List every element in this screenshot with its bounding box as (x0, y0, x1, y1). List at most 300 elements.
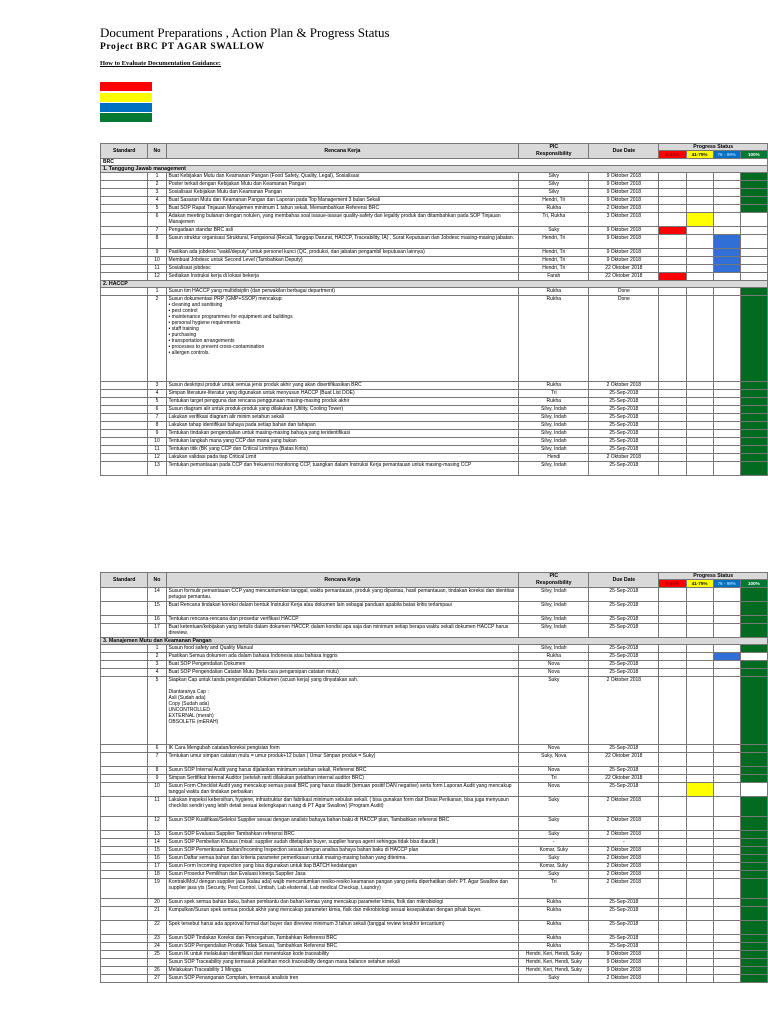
status-cell (659, 406, 686, 414)
pic-cell: Tri (519, 390, 589, 398)
guide-title: How to Evaluate Documentation Guidance: (100, 60, 221, 67)
standard-cell (101, 847, 148, 855)
row-number: 8 (148, 767, 166, 775)
status-cell (686, 197, 713, 205)
pic-cell: Silvy, Indah (519, 406, 589, 414)
table-row (101, 296, 768, 382)
table-row (101, 831, 768, 839)
due-date-cell: 25-Sep-2018 (589, 645, 659, 653)
status-cell (686, 462, 713, 476)
standard-cell (101, 783, 148, 797)
table-row (101, 173, 768, 181)
status-cell (713, 197, 740, 205)
table-row (101, 288, 768, 296)
row-number: 10 (148, 257, 166, 265)
table-row (101, 205, 768, 213)
status-cell (659, 398, 686, 406)
pic-cell: Suky, Nova (519, 753, 589, 767)
legend-row (100, 103, 152, 112)
due-date-cell: 3 Oktober 2018 (589, 213, 659, 227)
status-cell (686, 745, 713, 753)
row-number: 9 (148, 775, 166, 783)
plan-text: Pengadaan standar BRC asli (166, 227, 519, 235)
due-date-cell: 25-Sep-2018 (589, 943, 659, 951)
row-number: 16 (148, 616, 166, 624)
due-date-cell: 2 Oktober 2018 (589, 382, 659, 390)
status-cell-filled (740, 616, 767, 624)
due-date-cell: 25-Sep-2018 (589, 422, 659, 430)
status-cell (713, 817, 740, 831)
status-cell (659, 831, 686, 839)
due-date-cell: 25-Sep-2018 (589, 624, 659, 638)
due-date-cell: 9 Oktober 2018 (589, 249, 659, 257)
row-number: 14 (148, 839, 166, 847)
status-cell-filled (740, 943, 767, 951)
table-row (101, 273, 768, 281)
pic-cell: Nova (519, 669, 589, 677)
pic-cell: Suky (519, 797, 589, 817)
header-progress-status: Progress Status (659, 144, 768, 151)
status-cell-filled (740, 454, 767, 462)
due-date-cell: 22 Oktober 2018 (589, 265, 659, 273)
plan-text: Buat SOP Pengendalian Dokumen (166, 661, 519, 669)
status-cell (713, 645, 740, 653)
table-row (101, 265, 768, 273)
header-row (101, 573, 768, 580)
status-cell (713, 624, 740, 638)
status-cell (686, 205, 713, 213)
table-row (101, 181, 768, 189)
plan-text: Kontrak/MoU dengan supplier jasa (kalau ada) wajib mencantumkan resiko-resiko keamanan pangan yang perlu diperhatikan oleh: PT. Agar Swallow dan supplier jasa yts (Security, Pest Control, Limbah, Lab eksternal, Lab medical Checkup, Laundry) (166, 879, 519, 899)
status-cell (686, 831, 713, 839)
status-cell-filled (740, 879, 767, 899)
due-date-cell: 25-Sep-2018 (589, 616, 659, 624)
status-cell (713, 296, 740, 382)
status-cell-filled (740, 382, 767, 390)
plan-text: Susun IK untuk melakukan identifikasi dan menentukan kode traceability (166, 951, 519, 959)
standard-cell (101, 943, 148, 951)
status-cell (713, 907, 740, 921)
status-cell-filled (740, 677, 767, 745)
row-number: 25 (148, 951, 166, 959)
status-cell (740, 235, 767, 249)
status-cell-filled (740, 775, 767, 783)
pic-cell: Silvy, Indah (519, 624, 589, 638)
status-cell-filled (740, 446, 767, 454)
table-row (101, 921, 768, 935)
status-cell-filled (740, 863, 767, 871)
status-cell-filled (740, 831, 767, 839)
table-row (101, 879, 768, 899)
due-date-cell: 25-Sep-2018 (589, 602, 659, 616)
row-number: 9 (148, 249, 166, 257)
standard-cell (101, 797, 148, 817)
due-date-cell: 9 Oktober 2018 (589, 227, 659, 235)
standard-cell (101, 753, 148, 767)
status-cell (713, 847, 740, 855)
status-cell (686, 839, 713, 847)
pic-cell: Hendri, Tri (519, 265, 589, 273)
status-cell-filled (713, 265, 740, 273)
table-row (101, 616, 768, 624)
due-date-cell: 25-Sep-2018 (589, 430, 659, 438)
status-cell (659, 797, 686, 817)
due-date-cell: 25-Sep-2018 (589, 661, 659, 669)
row-number: 11 (148, 265, 166, 273)
plan-text: Sediakan Instruksi kerja di lokasi bekerja (166, 273, 519, 281)
status-cell (686, 921, 713, 935)
status-cell (659, 817, 686, 831)
header-level-0: 0-40% (659, 151, 686, 159)
due-date-cell: 9 Oktober 2018 (589, 197, 659, 205)
pic-cell: Tri, Rukha (519, 213, 589, 227)
due-date-cell: 25-Sep-2018 (589, 745, 659, 753)
row-number: 26 (148, 967, 166, 975)
status-cell-filled (740, 173, 767, 181)
standard-cell (101, 745, 148, 753)
plan-text: Tentukan tindakan pengendalian untuk masing-masing bahaya yang teridentifikasi (166, 430, 519, 438)
table-row (101, 745, 768, 753)
status-cell (659, 863, 686, 871)
due-date-cell: 25-Sep-2018 (589, 899, 659, 907)
plan-text: Siapkan Cap untuk tanda pengendalian Dokumen (acuan kerja) yang dinyatakan sah. Diantaranya Cap : Asli (Sudah ada) Copy (Sudah ada) UNCONTROLLED EXTERNAL (merah) OBSOLETE (mERAH) (166, 677, 519, 745)
status-cell (713, 879, 740, 899)
status-cell (659, 446, 686, 454)
status-cell (686, 173, 713, 181)
status-cell (659, 213, 686, 227)
status-cell (686, 181, 713, 189)
status-cell-filled (740, 745, 767, 753)
status-cell (659, 959, 686, 967)
status-cell (686, 414, 713, 422)
pic-cell: Rukha (519, 205, 589, 213)
row-number: 7 (148, 227, 166, 235)
pic-cell: Silvy, Indah (519, 446, 589, 454)
status-cell (686, 959, 713, 967)
status-cell (713, 446, 740, 454)
status-cell (659, 775, 686, 783)
header-pic-label: PIC (549, 144, 559, 150)
row-number: 12 (148, 817, 166, 831)
plan-text: Susun SOP Penanganan Complain, termasuk analisis tren (166, 975, 519, 983)
pic-cell: Silvy, Indah (519, 616, 589, 624)
row-number: 5 (148, 677, 166, 745)
status-cell (686, 446, 713, 454)
standard-cell (101, 967, 148, 975)
row-number: 11 (148, 797, 166, 817)
due-date-cell: 2 Oktober 2018 (589, 871, 659, 879)
table-row (101, 817, 768, 831)
status-cell (659, 422, 686, 430)
row-number: 15 (148, 602, 166, 616)
pic-cell: Hendi (519, 454, 589, 462)
plan-text: Tentukan rencana-rencana dan prosedur verifikasi HACCP (166, 616, 519, 624)
status-cell (713, 181, 740, 189)
status-cell (740, 273, 767, 281)
due-date-cell: 2 Oktober 2018 (589, 677, 659, 745)
standard-cell (101, 669, 148, 677)
table-row (101, 951, 768, 959)
header-responsibility-label: Responsibility (536, 580, 572, 586)
status-cell (659, 767, 686, 775)
legend-row (100, 93, 152, 102)
status-cell (713, 767, 740, 775)
status-cell (659, 951, 686, 959)
plan-text: Buat Kebijakan Mutu dan Keamanan Pangan (Food Safety, Quality, Legal), Sosialisasi (166, 173, 519, 181)
pic-cell: Rukha (519, 296, 589, 382)
plan-text: Susun formulir pemantauan CCP yang mencantumkan tanggal, waktu pemantauan, produk yang dipantau, hasil pemantauan, tindakan koreksi dan identitas petugas pemantau. (166, 588, 519, 602)
pic-cell: Hendri, Tri (519, 257, 589, 265)
status-cell (659, 414, 686, 422)
row-number: 12 (148, 454, 166, 462)
status-cell-filled (740, 430, 767, 438)
table-row (101, 871, 768, 879)
table-row (101, 839, 768, 847)
plan-text: Susun Form Incoming inspection yang bisa digunakan untuk tiap BATCH kedatangan (166, 863, 519, 871)
due-date-cell: 25-Sep-2018 (589, 653, 659, 661)
plan-text: Susun SOP Traceability yang termasuk pelatihan mock traceability dengan masa balance setahun sekali (166, 959, 519, 967)
status-cell (713, 213, 740, 227)
table-row (101, 257, 768, 265)
status-cell (686, 653, 713, 661)
table-row (101, 943, 768, 951)
row-number: 11 (148, 446, 166, 454)
row-number: 12 (148, 273, 166, 281)
status-cell-filled (740, 438, 767, 446)
action-plan-table-page-1 (100, 143, 768, 476)
table-row (101, 677, 768, 745)
status-cell (740, 653, 767, 661)
standard-cell (101, 645, 148, 653)
due-date-cell: 25-Sep-2018 (589, 935, 659, 943)
due-date-cell: 22 Oktober 2018 (589, 775, 659, 783)
standard-cell (101, 454, 148, 462)
due-date-cell: 22 Oktober 2018 (589, 273, 659, 281)
status-cell (659, 907, 686, 921)
status-cell-filled (740, 661, 767, 669)
pic-cell: Silvy (519, 173, 589, 181)
table-row (101, 227, 768, 235)
plan-text: Susun SOP Pembelian Khusus (misal: supplier sudah ditetapkan buyer, supplier hanya agent sehingga tidak bisa diaudit.) (166, 839, 519, 847)
due-date-cell: 22 Oktober 2018 (589, 753, 659, 767)
row-number: 17 (148, 624, 166, 638)
plan-text: Pastikan Semua dokumen ada dalam bahasa Indonesia atau bahasa inggris (166, 653, 519, 661)
table-row (101, 446, 768, 454)
status-cell (686, 624, 713, 638)
legend-row (100, 113, 152, 122)
plan-text: Poster terkait dengan Kebijakan Mutu dan Keamanan Pangan (166, 181, 519, 189)
pic-cell: Hendri, Keri, Hendi, Suky (519, 951, 589, 959)
pic-cell: Hendri, Keri, Hendi, Suky (519, 959, 589, 967)
due-date-cell: 2 Oktober 2018 (589, 855, 659, 863)
status-cell (713, 951, 740, 959)
status-cell (686, 967, 713, 975)
status-cell (686, 406, 713, 414)
due-date-cell: 25-Sep-2018 (589, 767, 659, 775)
row-number: 1 (148, 173, 166, 181)
legend-swatch (100, 82, 152, 91)
legend-swatch (100, 113, 152, 122)
due-date-cell: 25-Sep-2018 (589, 907, 659, 921)
status-cell (659, 430, 686, 438)
status-cell (659, 661, 686, 669)
pic-cell: Suky (519, 677, 589, 745)
standard-cell (101, 775, 148, 783)
plan-text: Sosialisasi Kebijakan Mutu dan Keamanan Pangan (166, 189, 519, 197)
standard-cell (101, 951, 148, 959)
status-cell-filled (740, 189, 767, 197)
due-date-cell: 2 Oktober 2018 (589, 205, 659, 213)
row-number: 13 (148, 831, 166, 839)
due-date-cell: 2 Oktober 2018 (589, 879, 659, 899)
table-row (101, 602, 768, 616)
plan-text: Tentukan pemantauan pada CCP dan frekuensi monitoring CCP, tuangkan dalam Instruksi Kerja pemantauan untuk masing-masing CCP (166, 462, 519, 476)
status-cell-filled (740, 959, 767, 967)
status-cell (659, 602, 686, 616)
due-date-cell: 2 Oktober 2018 (589, 454, 659, 462)
standard-cell (101, 422, 148, 430)
status-cell (713, 414, 740, 422)
due-date-cell: 25-Sep-2018 (589, 462, 659, 476)
plan-text: Susun tim HACCP yang multidisiplin (dan perwakilan berbagai department) (166, 288, 519, 296)
due-date-cell: 25-Sep-2018 (589, 446, 659, 454)
pic-cell: Silvy, Indah (519, 422, 589, 430)
status-cell (659, 454, 686, 462)
row-number: 3 (148, 382, 166, 390)
status-cell (713, 616, 740, 624)
status-cell (686, 288, 713, 296)
standard-cell (101, 414, 148, 422)
status-cell (659, 879, 686, 899)
pic-cell: Nova (519, 745, 589, 753)
status-cell (713, 839, 740, 847)
row-number: 16 (148, 855, 166, 863)
status-cell (659, 173, 686, 181)
status-cell (713, 288, 740, 296)
row-number: 8 (148, 422, 166, 430)
status-cell-filled (740, 205, 767, 213)
standard-cell (101, 398, 148, 406)
status-cell-filled (740, 390, 767, 398)
status-cell (713, 775, 740, 783)
section-title: 3. Manajemen Mutu dan Keamanan Pangan (101, 638, 768, 645)
row-number: 2 (148, 181, 166, 189)
status-cell (659, 653, 686, 661)
status-cell (713, 430, 740, 438)
status-cell-filled (740, 296, 767, 382)
status-cell (740, 213, 767, 227)
status-cell (686, 797, 713, 817)
standard-cell (101, 588, 148, 602)
document-subtitle: Project BRC PT AGAR SWALLOW (100, 42, 265, 52)
due-date-cell: 2 Oktober 2018 (589, 797, 659, 817)
status-cell (686, 943, 713, 951)
status-cell (713, 438, 740, 446)
status-cell (659, 588, 686, 602)
pic-cell: Rukha (519, 899, 589, 907)
pic-cell: Silvy, Indah (519, 602, 589, 616)
status-cell (686, 616, 713, 624)
status-cell (713, 227, 740, 235)
table-row (101, 235, 768, 249)
pic-cell: Nova (519, 661, 589, 669)
plan-text: Tentukan umur simpan catatan mutu = umur produk+12 bulan ( Umur Simpan produk = Suky) (166, 753, 519, 767)
status-cell (659, 753, 686, 767)
table-row (101, 390, 768, 398)
row-number: 23 (148, 935, 166, 943)
status-cell-filled (740, 847, 767, 855)
pic-cell: Nova (519, 783, 589, 797)
status-cell (713, 935, 740, 943)
status-cell (659, 249, 686, 257)
header-pic (519, 573, 589, 588)
plan-text: Spek tersebut harus ada approval formal dari buyer dan direview minimum 3 tahun sekali (tanggal review terakhir tercantum) (166, 921, 519, 935)
row-number: 2 (148, 296, 166, 382)
table-row (101, 189, 768, 197)
plan-text: Susun spek semua bahan baku, bahan pembantu dan bahan kemas yang mencakup parameter kimia, fisik dan mikrobiologi (166, 899, 519, 907)
standard-cell (101, 767, 148, 775)
pic-cell: Rukha (519, 382, 589, 390)
table-row (101, 249, 768, 257)
status-cell-filled (740, 935, 767, 943)
pic-cell: Silvy, Indah (519, 414, 589, 422)
pic-cell: Silvy, Indah (519, 462, 589, 476)
table-row (101, 959, 768, 967)
plan-text: Simpan literature-literatur yang digunakan untuk menyusun HACCP (Buat List DOE) (166, 390, 519, 398)
table-row (101, 797, 768, 817)
plan-text: Susun SOP Pengendalian Produk Tidak Sesuai, Tambahkan Referensi BRC (166, 943, 519, 951)
row-number: 20 (148, 899, 166, 907)
due-date-cell: 25-Sep-2018 (589, 669, 659, 677)
status-cell (686, 273, 713, 281)
status-cell (713, 422, 740, 430)
plan-text: Susun deskripsi produk untuk semua jenis produk akhir yang akan disertifikasikan BRC (166, 382, 519, 390)
plan-text: Buat Sasaran Mutu dan Keamanan Pangan dan Laporan pada Top Management 3 bulan Sekali (166, 197, 519, 205)
header-row (101, 144, 768, 151)
status-cell-filled (659, 227, 686, 235)
due-date-cell: 25-Sep-2018 (589, 390, 659, 398)
standard-cell (101, 907, 148, 921)
pic-cell: Silvy, Indah (519, 438, 589, 446)
standard-cell (101, 921, 148, 935)
pic-cell: Rukha (519, 398, 589, 406)
status-cell (713, 205, 740, 213)
status-cell (713, 863, 740, 871)
plan-text: Membuat Jobdesc untuk Second Level (Tambahkan Deputy) (166, 257, 519, 265)
status-cell (686, 257, 713, 265)
row-number: 3 (148, 189, 166, 197)
standard-cell (101, 855, 148, 863)
status-cell (659, 438, 686, 446)
status-cell (686, 235, 713, 249)
due-date-cell: 2 Oktober 2018 (589, 817, 659, 831)
status-cell (686, 871, 713, 879)
due-date-cell: 9 Oktober 2018 (589, 173, 659, 181)
row-number: 6 (148, 406, 166, 414)
status-cell-filled (740, 975, 767, 983)
status-cell (686, 767, 713, 775)
standard-cell (101, 382, 148, 390)
status-cell (659, 871, 686, 879)
status-cell (659, 783, 686, 797)
table-row (101, 213, 768, 227)
standard-cell (101, 273, 148, 281)
legend-row (100, 127, 152, 136)
section-title: 1. Tanggung Jawab management (101, 166, 768, 173)
row-number: 4 (148, 390, 166, 398)
status-cell (686, 227, 713, 235)
table-row (101, 935, 768, 943)
